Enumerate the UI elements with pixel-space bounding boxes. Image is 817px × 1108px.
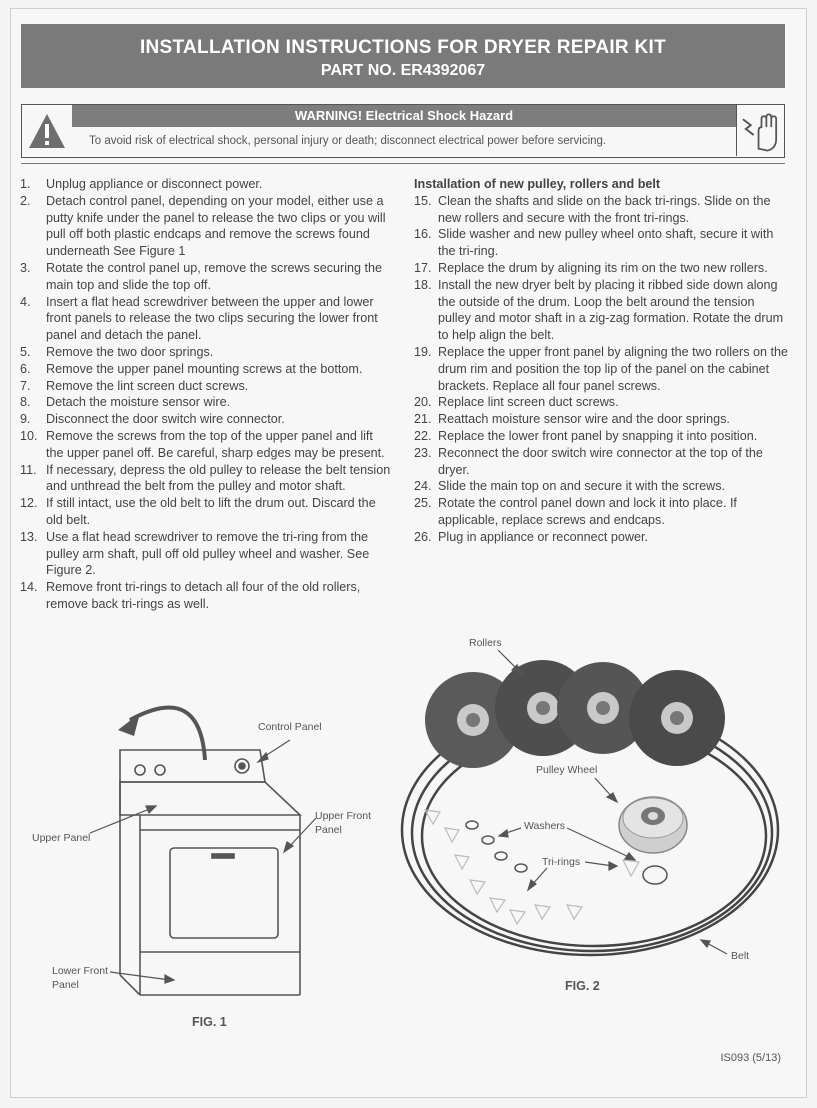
step-number: 18. [414, 277, 432, 292]
step-number: 26. [414, 529, 432, 544]
step-text: Rotate the control panel up, remove the screws securing the main top and slide the top off. [46, 260, 383, 292]
step-number: 3. [20, 260, 31, 275]
document-code: IS093 (5/13) [720, 1052, 781, 1064]
step-item [414, 529, 790, 546]
step-item [20, 294, 392, 344]
step-text: Plug in appliance or reconnect power. [438, 529, 649, 544]
step-number: 20. [414, 395, 432, 410]
step-item [20, 428, 392, 462]
step-item [414, 411, 790, 428]
warning-heading: WARNING! Electrical Shock Hazard [72, 105, 736, 127]
steps-left-column [20, 176, 392, 613]
step-number: 11. [20, 462, 37, 477]
step-number: 12. [20, 496, 38, 511]
figure-1-caption: FIG. 1 [192, 1015, 227, 1029]
section-divider [21, 163, 785, 164]
step-item [20, 529, 392, 579]
figure-2-caption: FIG. 2 [565, 979, 600, 993]
step-number: 16. [414, 227, 432, 242]
step-number: 8. [20, 395, 31, 410]
step-text: If necessary, depress the old pulley to release the belt tension and unthread the belt from the pulley and motor shaft. [46, 462, 391, 494]
step-number: 2. [20, 193, 31, 208]
warning-message: To avoid risk of electrical shock, personal injury or death; disconnect electrical power before servicing. [89, 135, 607, 147]
install-heading: Installation of new pulley, rollers and belt [414, 177, 661, 191]
warning-triangle-icon [27, 111, 67, 151]
step-text: Replace the upper front panel by aligning the two rollers on the drum rim and position the top lip of the panel on the cabinet brackets. Replace all four panel screws. [438, 344, 789, 393]
step-number: 10. [20, 428, 38, 443]
label-upper-panel: Upper Panel [32, 832, 91, 844]
step-item [414, 260, 790, 277]
step-item [414, 478, 790, 495]
step-text: Disconnect the door switch wire connector. [46, 412, 285, 427]
shock-hand-icon [736, 105, 784, 156]
step-item [20, 176, 392, 193]
step-number: 21. [414, 412, 432, 427]
step-number: 17. [414, 260, 432, 275]
step-item [20, 344, 392, 361]
step-item [414, 428, 790, 445]
step-text: Replace lint screen duct screws. [438, 395, 619, 410]
step-text: Detach control panel, depending on your model, either use a putty knife under the panel to release the two clips or you will pull off both plastic endcaps and remove the screws found underneath See Figure 1 [46, 193, 386, 259]
step-item [414, 193, 790, 227]
step-text: Replace the drum by aligning its rim on the two new rollers. [438, 260, 768, 275]
step-number: 22. [414, 428, 432, 443]
step-number: 6. [20, 361, 31, 376]
document-title: INSTALLATION INSTRUCTIONS FOR DRYER REPAIR KIT [139, 37, 667, 58]
figure-2-parts-illustration [395, 630, 795, 970]
step-item [20, 462, 392, 496]
step-number: 13. [20, 529, 38, 544]
step-text: Remove the two door springs. [46, 344, 214, 359]
step-text: If still intact, use the old belt to lift the drum out. Discard the old belt. [46, 496, 376, 527]
label-upper-front-panel-line1: Upper Front [315, 810, 372, 822]
part-number: PART NO. ER4392067 [320, 62, 486, 79]
step-text: Install the new dryer belt by placing it ribbed side down along the outside of the drum. Loop the belt around the tension pulley and motor shaft in a zig-zag formation. Rotate the drum to help align the belt. [438, 277, 784, 343]
step-number: 23. [414, 445, 432, 460]
step-number: 14. [20, 580, 38, 595]
step-number: 9. [20, 412, 31, 427]
step-item [414, 445, 790, 479]
step-item [414, 226, 790, 260]
step-number: 1. [20, 177, 31, 191]
step-text: Remove the screws from the top of the upper panel and lift the upper panel off. Be careful, sharp edges may be present. [46, 428, 385, 460]
step-text: Reconnect the door switch wire connector at the top of the dryer. [438, 445, 763, 477]
step-text: Rotate the control panel down and lock it into place. If applicable, replace screws and endcaps. [438, 496, 737, 527]
step-item [414, 344, 790, 394]
label-lower-front-panel-line2: Panel [52, 979, 79, 991]
step-item [20, 361, 392, 378]
step-text: Remove the lint screen duct screws. [46, 378, 249, 393]
steps-list-left [20, 176, 392, 613]
label-pulley-wheel: Pulley Wheel [536, 764, 598, 776]
step-number: 15. [414, 193, 432, 208]
step-item [20, 394, 392, 411]
step-item [20, 495, 392, 529]
step-text: Insert a flat head screwdriver between the upper and lower front panels to release the two clips securing the lower front panel and detach the panel. [46, 294, 378, 343]
step-item [20, 260, 392, 294]
step-item [20, 579, 392, 613]
step-number: 25. [414, 496, 432, 511]
step-text: Remove front tri-rings to detach all four of the old rollers, remove back tri-rings as well. [46, 580, 361, 611]
step-number: 24. [414, 479, 432, 494]
step-text: Clean the shafts and slide on the back tri-rings. Slide on the new rollers and secure with the front tri-rings. [438, 193, 771, 225]
label-washers: Washers [524, 820, 566, 832]
step-item [414, 495, 790, 529]
label-upper-front-panel-line2: Panel [315, 824, 342, 836]
title-banner [21, 24, 785, 88]
label-rollers: Rollers [469, 637, 502, 649]
step-item [414, 277, 790, 344]
step-number: 5. [20, 344, 31, 359]
label-belt: Belt [731, 950, 750, 962]
label-tri-rings: Tri-rings [542, 856, 581, 868]
step-item [20, 193, 392, 260]
step-item [414, 394, 790, 411]
step-number: 7. [20, 378, 31, 393]
step-text: Use a flat head screwdriver to remove the tri-ring from the pulley arm shaft, pull off old pulley wheel and washer. See Figure 2. [46, 529, 370, 578]
step-number: 19. [414, 344, 432, 359]
step-number: 4. [20, 294, 31, 309]
step-text: Reattach moisture sensor wire and the door springs. [438, 412, 730, 427]
label-lower-front-panel-line1: Lower Front [52, 965, 109, 977]
steps-list-right [414, 193, 790, 546]
warning-box [21, 104, 785, 158]
step-text: Unplug appliance or disconnect power. [46, 177, 263, 191]
step-item [20, 378, 392, 395]
step-text: Detach the moisture sensor wire. [46, 395, 231, 410]
step-item [20, 411, 392, 428]
step-text: Remove the upper panel mounting screws at the bottom. [46, 361, 363, 376]
label-control-panel: Control Panel [258, 721, 322, 733]
step-text: Replace the lower front panel by snapping it into position. [438, 428, 758, 443]
steps-right-column [414, 176, 790, 546]
step-text: Slide washer and new pulley wheel onto shaft, secure it with the tri-ring. [438, 227, 774, 259]
step-text: Slide the main top on and secure it with the screws. [438, 479, 726, 494]
